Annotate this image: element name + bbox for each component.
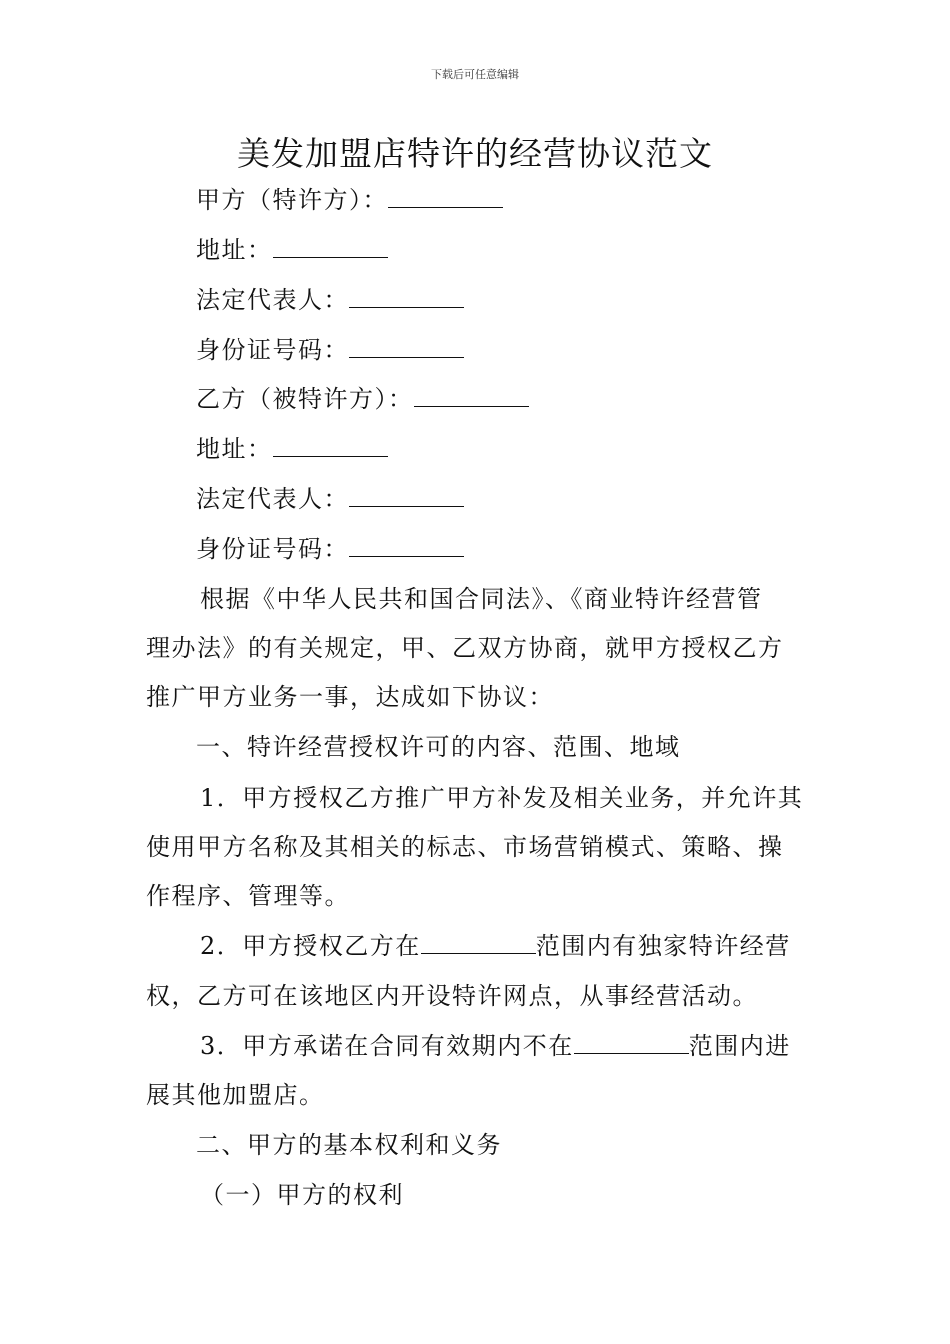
party-b-rep-label: 法定代表人： — [196, 485, 349, 513]
party-a-address-line — [196, 235, 866, 265]
party-a-rep-blank[interactable] — [349, 285, 464, 308]
party-b-rep-line — [196, 484, 866, 514]
party-a-id-line — [196, 335, 866, 365]
item-2-text-a: 2．甲方授权乙方在 — [200, 932, 421, 960]
party-b-id-blank[interactable] — [349, 534, 464, 557]
document-title: 美发加盟店特许的经营协议范文 — [237, 134, 713, 173]
party-a-address-blank[interactable] — [273, 235, 388, 258]
party-b-blank[interactable] — [414, 384, 529, 407]
item-3-line-1 — [200, 1031, 870, 1061]
item-2-blank[interactable] — [421, 931, 536, 954]
party-a-line — [196, 185, 866, 215]
item-2-line-2: 权，乙方可在该地区内开设特许网点，从事经营活动。 — [146, 982, 758, 1010]
party-b-id-label: 身份证号码： — [196, 535, 349, 563]
section-2-subheading: （一）甲方的权利 — [200, 1181, 404, 1209]
party-a-blank[interactable] — [388, 185, 503, 208]
party-b-label: 乙方（被特许方）： — [196, 385, 414, 413]
item-3-text-a: 3．甲方承诺在合同有效期内不在 — [200, 1032, 574, 1060]
preamble-line-2: 理办法》的有关规定，甲、乙双方协商，就甲方授权乙方 — [146, 634, 784, 662]
party-b-rep-blank[interactable] — [349, 484, 464, 507]
party-a-id-blank[interactable] — [349, 335, 464, 358]
party-a-rep-line — [196, 285, 866, 315]
party-a-address-label: 地址： — [196, 236, 273, 264]
party-b-id-line — [196, 534, 866, 564]
item-1-line-2: 使用甲方名称及其相关的标志、市场营销模式、策略、操 — [146, 833, 784, 861]
preamble-line-1: 根据《中华人民共和国合同法》、《商业特许经营管 — [200, 585, 763, 613]
item-1-line-1: 1．甲方授权乙方推广甲方补发及相关业务，并允许其 — [200, 784, 804, 812]
party-b-address-label: 地址： — [196, 435, 273, 463]
item-2-text-b: 范围内有独家特许经营 — [535, 932, 791, 960]
section-1-heading: 一、特许经营授权许可的内容、范围、地域 — [196, 733, 681, 761]
item-1-line-3: 作程序、管理等。 — [146, 882, 350, 910]
party-b-address-blank[interactable] — [273, 434, 388, 457]
party-b-address-line — [196, 434, 866, 464]
party-a-rep-label: 法定代表人： — [196, 286, 349, 314]
header-note: 下载后可任意编辑 — [431, 68, 519, 81]
party-a-label: 甲方（特许方）： — [196, 186, 388, 214]
party-a-id-label: 身份证号码： — [196, 336, 349, 364]
preamble-line-3: 推广甲方业务一事，达成如下协议： — [146, 683, 554, 711]
party-b-line — [196, 384, 866, 414]
item-3-blank[interactable] — [574, 1031, 689, 1054]
section-2-heading: 二、甲方的基本权利和义务 — [196, 1131, 502, 1159]
item-3-line-2: 展其他加盟店。 — [146, 1081, 325, 1109]
item-2-line-1 — [200, 931, 870, 961]
item-3-text-b: 范围内进 — [688, 1032, 791, 1060]
